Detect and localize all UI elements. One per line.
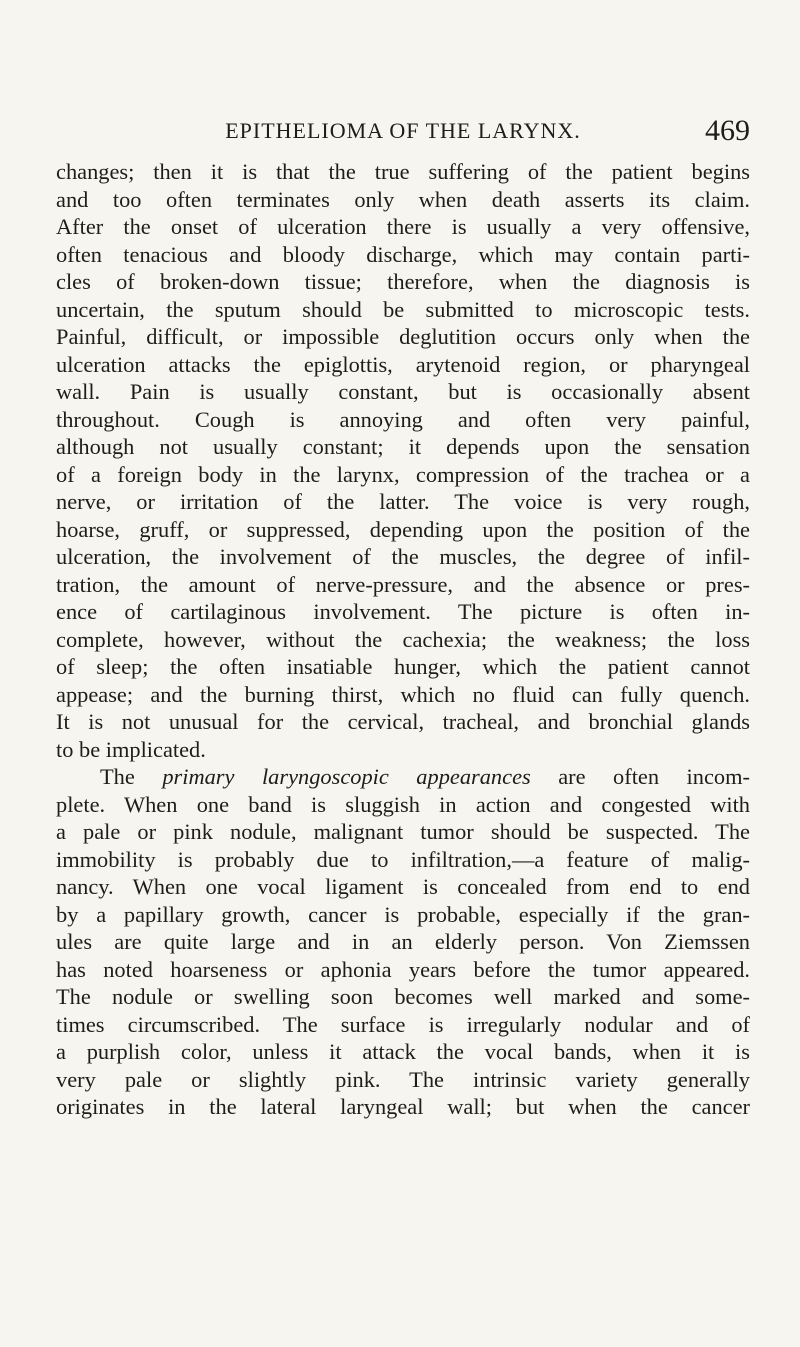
text-segment: The (100, 764, 163, 789)
running-head (56, 114, 750, 150)
text-line: complete, however, without the cachexia; the weakness; the loss (56, 626, 750, 652)
text-line: wall. Pain is usually constant, but is occasionally absent (56, 379, 750, 404)
body-text (56, 158, 750, 1121)
text-line: ules are quite large and in an elderly person. Von Ziemssen (56, 929, 750, 954)
text-line (56, 763, 750, 791)
text-line: immobility is probably due to infiltration,—a feature of malig- (56, 846, 750, 872)
text-line: ulceration attacks the epiglottis, arytenoid region, or pharyngeal (56, 351, 750, 377)
text-line: tration, the amount of nerve-pressure, and the absence or pres- (56, 571, 750, 597)
text-line: cles of broken-down tissue; therefore, when the diagnosis is (56, 269, 750, 294)
text-line: although not usually constant; it depends upon the sensation (56, 434, 750, 459)
paragraph-2 (56, 763, 750, 1121)
text-line: originates in the lateral laryngeal wall; but when the cancer (56, 1094, 750, 1119)
text-line: to be implicated. (56, 736, 206, 762)
text-line: nancy. When one vocal ligament is concealed from end to end (56, 874, 750, 899)
text-line: of sleep; the often insatiable hunger, which the patient cannot (56, 654, 750, 679)
italic-phrase: primary laryngoscopic appearances (162, 764, 531, 789)
text-line: appease; and the burning thirst, which no fluid can fully quench. (56, 681, 750, 707)
text-line: has noted hoarseness or aphonia years before the tumor appeared. (56, 956, 750, 982)
running-title: EPITHELIOMA OF THE LARYNX. (225, 118, 581, 143)
text-line: by a papillary growth, cancer is probable, especially if the gran- (56, 901, 750, 927)
text-line: and too often terminates only when death asserts its claim. (56, 186, 750, 212)
paragraph-1 (56, 158, 750, 763)
text-line: plete. When one band is sluggish in action and congested with (56, 791, 750, 817)
text-line: of a foreign body in the larynx, compression of the trachea or a (56, 461, 750, 487)
page-number: 469 (705, 114, 750, 147)
text-line: uncertain, the sputum should be submitted to microscopic tests. (56, 296, 750, 322)
text-line: throughout. Cough is annoying and often very painful, (56, 406, 750, 432)
text-line: ulceration, the involvement of the muscles, the degree of infil- (56, 544, 750, 569)
text-segment: are often incom- (530, 764, 750, 789)
text-line: often tenacious and bloody discharge, which may contain parti- (56, 241, 750, 267)
text-line: ence of cartilaginous involvement. The picture is often in- (56, 599, 750, 624)
text-line: changes; then it is that the true suffering of the patient begins (56, 159, 750, 184)
text-line: a purplish color, unless it attack the vocal bands, when it is (56, 1039, 750, 1064)
text-line: times circumscribed. The surface is irregularly nodular and of (56, 1011, 750, 1037)
text-line: a pale or pink nodule, malignant tumor should be suspected. The (56, 819, 750, 844)
text-line: Painful, difficult, or impossible deglutition occurs only when the (56, 324, 750, 349)
text-line: hoarse, gruff, or suppressed, depending upon the position of the (56, 516, 750, 542)
text-line: After the onset of ulceration there is usually a very offensive, (56, 214, 750, 239)
text-line: It is not unusual for the cervical, tracheal, and bronchial glands (56, 709, 750, 734)
text-line: very pale or slightly pink. The intrinsic variety generally (56, 1066, 750, 1092)
text-line: nerve, or irritation of the latter. The voice is very rough, (56, 489, 750, 514)
text-line: The nodule or swelling soon becomes well marked and some- (56, 984, 750, 1009)
